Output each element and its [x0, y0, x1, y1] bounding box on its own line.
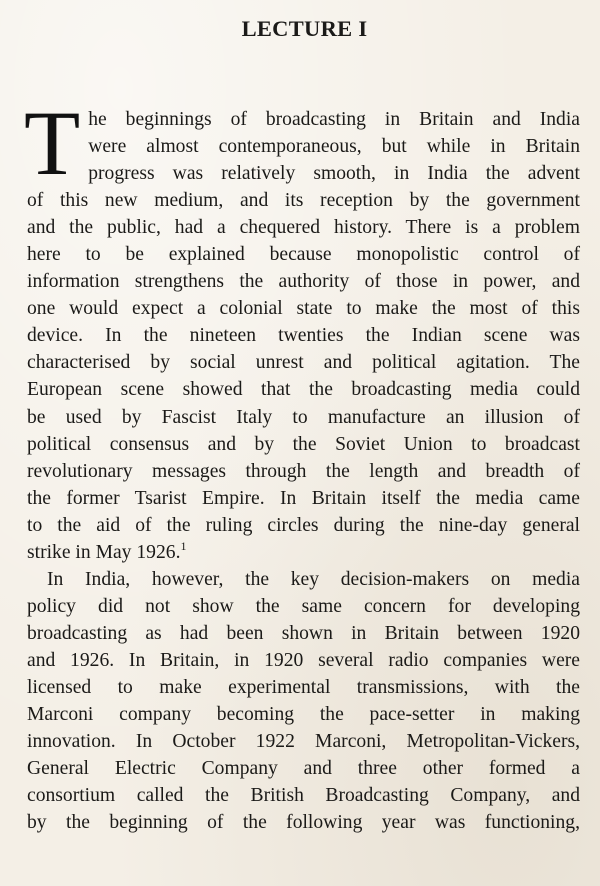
text-line: licensed to make experimental transmissions, with the — [27, 676, 580, 698]
text-line: progress was relatively smooth, in India the advent — [88, 163, 580, 185]
footnote-marker: 1 — [180, 538, 187, 553]
text-line: by the beginning of the following year was functioning, — [27, 812, 580, 834]
text-line-with-footnote — [27, 539, 580, 566]
paragraph-2 — [27, 566, 580, 836]
lecture-heading: LECTURE I — [241, 16, 368, 41]
text-line: and the public, had a chequered history. There is a problem — [27, 217, 580, 239]
drop-cap-letter: T — [24, 92, 81, 194]
text-line: be used by Fascist Italy to manufacture an illusion of — [27, 406, 580, 428]
text-line: consortium called the British Broadcasting Company, and — [27, 785, 580, 807]
text-line: device. In the nineteen twenties the Indian scene was — [27, 325, 580, 347]
text-line: political consensus and by the Soviet Union to broadcast — [27, 433, 580, 455]
text-line: European scene showed that the broadcasting media could — [27, 379, 580, 401]
text-line: policy did not show the same concern for developing — [27, 595, 580, 617]
text-line: and 1926. In Britain, in 1920 several radio companies were — [27, 649, 580, 671]
text-line: one would expect a colonial state to make the most of this — [27, 298, 580, 320]
text-line: General Electric Company and three other formed a — [27, 758, 580, 780]
text-line: innovation. In October 1922 Marconi, Metropolitan-Vickers, — [27, 731, 580, 753]
text-line: strike in May 1926. — [27, 541, 181, 563]
text-line: broadcasting as had been shown in Britain between 1920 — [27, 622, 580, 644]
text-line: information strengthens the authority of those in power, and — [27, 271, 580, 293]
text-line: he beginnings of broadcasting in Britain and India — [88, 109, 580, 130]
text-line: of this new medium, and its reception by the government — [27, 190, 580, 212]
text-line: the former Tsarist Empire. In Britain itself the media came — [27, 487, 580, 509]
body-text — [24, 92, 580, 836]
text-line: here to be explained because monopolistic control of — [27, 244, 580, 266]
text-line: Marconi company becoming the pace-setter in making — [27, 704, 580, 726]
text-line: characterised by social unrest and political agitation. The — [27, 352, 580, 374]
paragraph-1 — [24, 92, 580, 566]
text-line: revolutionary messages through the length and breadth of — [27, 460, 580, 482]
text-line: were almost contemporaneous, but while in Britain — [88, 136, 580, 158]
text-line: In India, however, the key decision-makers on media — [47, 568, 580, 590]
text-line: to the aid of the ruling circles during the nine-day general — [27, 514, 580, 536]
